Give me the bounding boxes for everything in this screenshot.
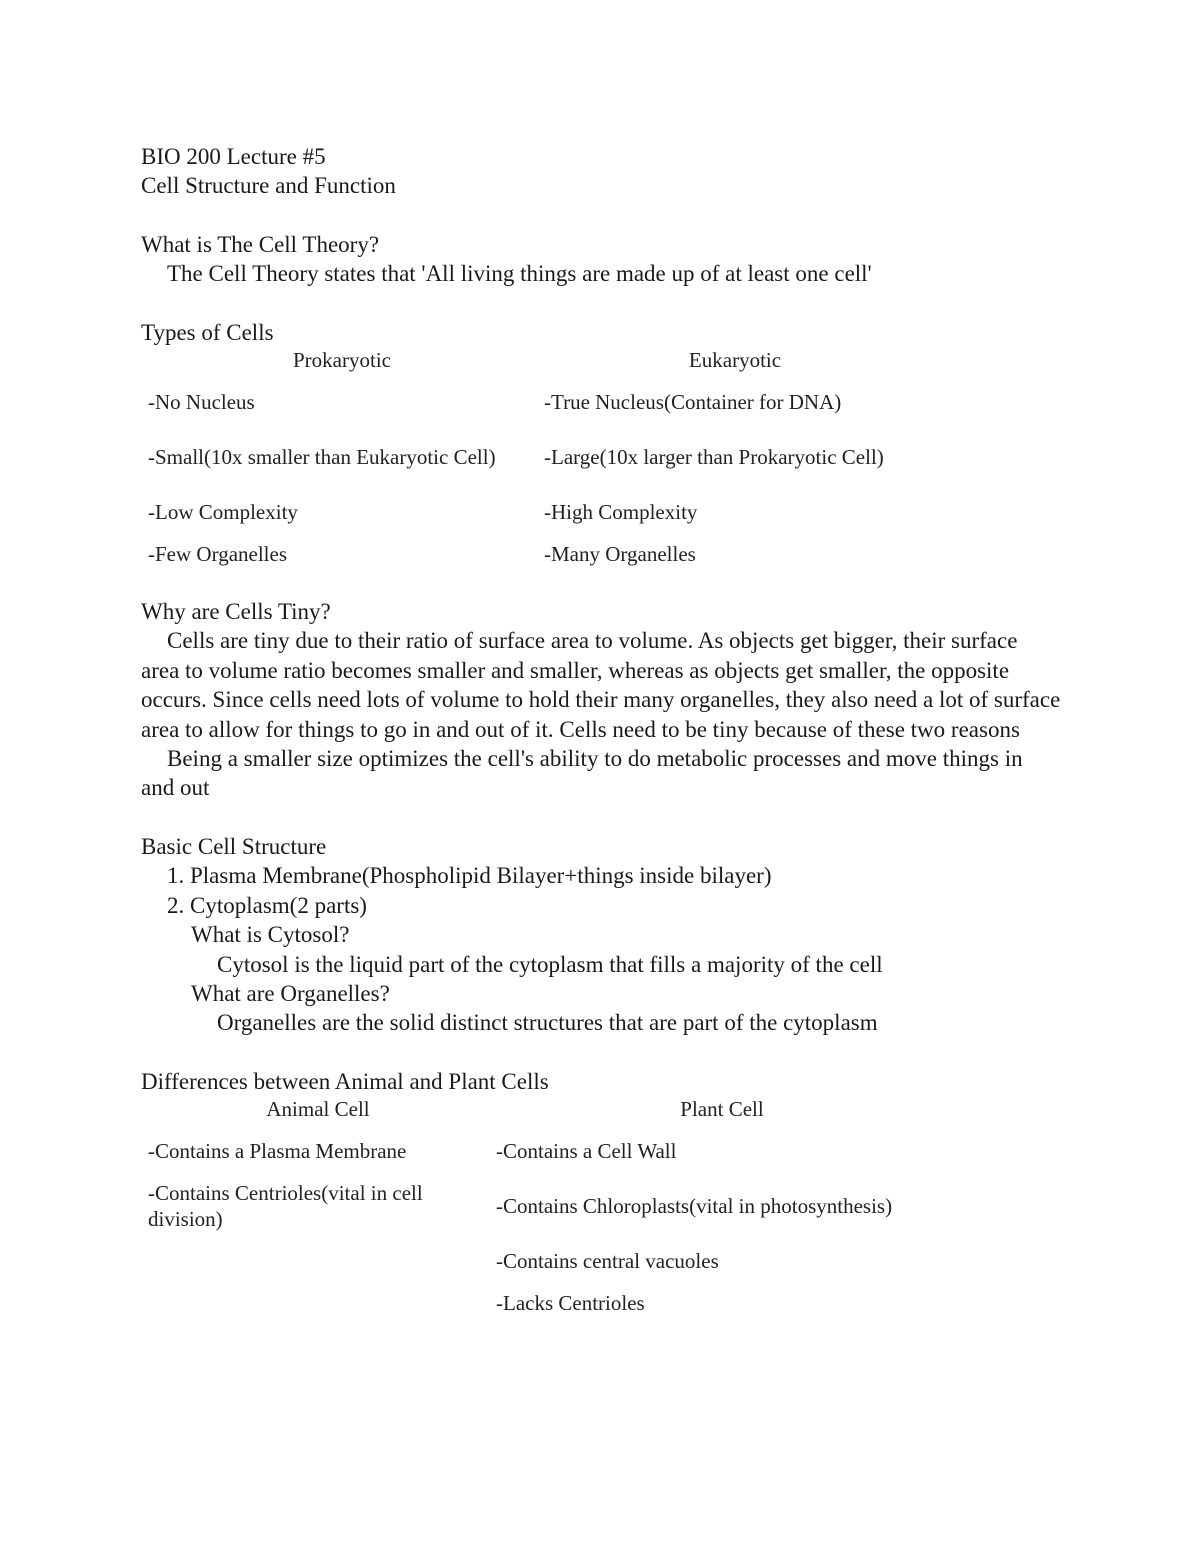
table-cell: -Large(10x larger than Prokaryotic Cell): [544, 445, 884, 470]
table-row: [144, 1240, 952, 1282]
list-item: 1. Plasma Membrane(Phospholipid Bilayer+things inside bilayer): [167, 863, 772, 889]
table-row: [144, 533, 930, 575]
basic-structure-heading: Basic Cell Structure: [141, 833, 327, 859]
organelles-question: What are Organelles?: [191, 980, 390, 1006]
cell-theory-heading: What is The Cell Theory?: [141, 231, 380, 257]
table-cell: -Low Complexity: [148, 500, 298, 525]
table-cell: -Contains Chloroplasts(vital in photosynthesis): [496, 1194, 893, 1219]
document-body: [141, 142, 1061, 1324]
column-header-eukaryotic: Eukaryotic: [688, 348, 782, 373]
why-tiny-paragraph-2: Being a smaller size optimizes the cell's ability to do metabolic processes and move things in and out: [141, 746, 1023, 801]
table-cell: -Many Organelles: [544, 542, 696, 567]
table-cell: -Contains a Cell Wall: [496, 1139, 677, 1164]
table-cell: -True Nucleus(Container for DNA): [544, 390, 842, 415]
organelles-answer: Organelles are the solid distinct structures that are part of the cytoplasm: [217, 1010, 878, 1036]
table-cell: -Contains Centrioles(vital in cell division): [148, 1181, 423, 1232]
table-row: [144, 491, 930, 533]
table-cell: -Contains a Plasma Membrane: [148, 1139, 407, 1164]
table-row: [144, 1172, 952, 1240]
table-cell: [144, 1240, 492, 1282]
animal-plant-heading: Differences between Animal and Plant Cells: [141, 1068, 549, 1094]
table-cell: -Few Organelles: [148, 542, 287, 567]
table-cell: -Lacks Centrioles: [496, 1291, 645, 1316]
why-tiny-paragraph-1: Cells are tiny due to their ratio of surface area to volume. As objects get bigger, their surface area to volume ratio becomes smaller and smaller, whereas as objects get smaller, the opposite occurs. Since cells need lots of volume to hold their many organelles, they also need a lot of surface area to allow for things to go in and out of it. Cells need to be tiny because of these two reasons: [141, 628, 1061, 742]
cell-theory-text: The Cell Theory states that 'All living things are made up of at least one cell': [167, 261, 872, 287]
types-of-cells-heading: Types of Cells: [141, 319, 274, 345]
list-item: 2. Cytoplasm(2 parts): [167, 892, 367, 918]
table-cell: -Contains central vacuoles: [496, 1249, 719, 1274]
why-tiny-heading: Why are Cells Tiny?: [141, 599, 331, 625]
table-cell: [144, 1282, 492, 1324]
cytosol-question: What is Cytosol?: [191, 922, 350, 948]
table-cell: -No Nucleus: [148, 390, 255, 415]
column-header-plant-cell: Plant Cell: [680, 1097, 764, 1122]
table-row: [144, 1130, 952, 1172]
table-cell: -Small(10x smaller than Eukaryotic Cell): [148, 445, 496, 470]
table-row: [144, 1282, 952, 1324]
cytosol-answer: Cytosol is the liquid part of the cytoplasm that fills a majority of the cell: [217, 951, 883, 977]
animal-plant-table: [144, 1096, 952, 1324]
table-row: [144, 381, 930, 423]
cell-types-table: [144, 347, 930, 575]
column-header-animal-cell: Animal Cell: [266, 1097, 370, 1122]
column-header-prokaryotic: Prokaryotic: [293, 348, 391, 373]
course-title: BIO 200 Lecture #5: [141, 144, 326, 169]
table-cell: -High Complexity: [544, 500, 698, 525]
lecture-topic: Cell Structure and Function: [141, 173, 396, 199]
table-row: [144, 423, 930, 491]
